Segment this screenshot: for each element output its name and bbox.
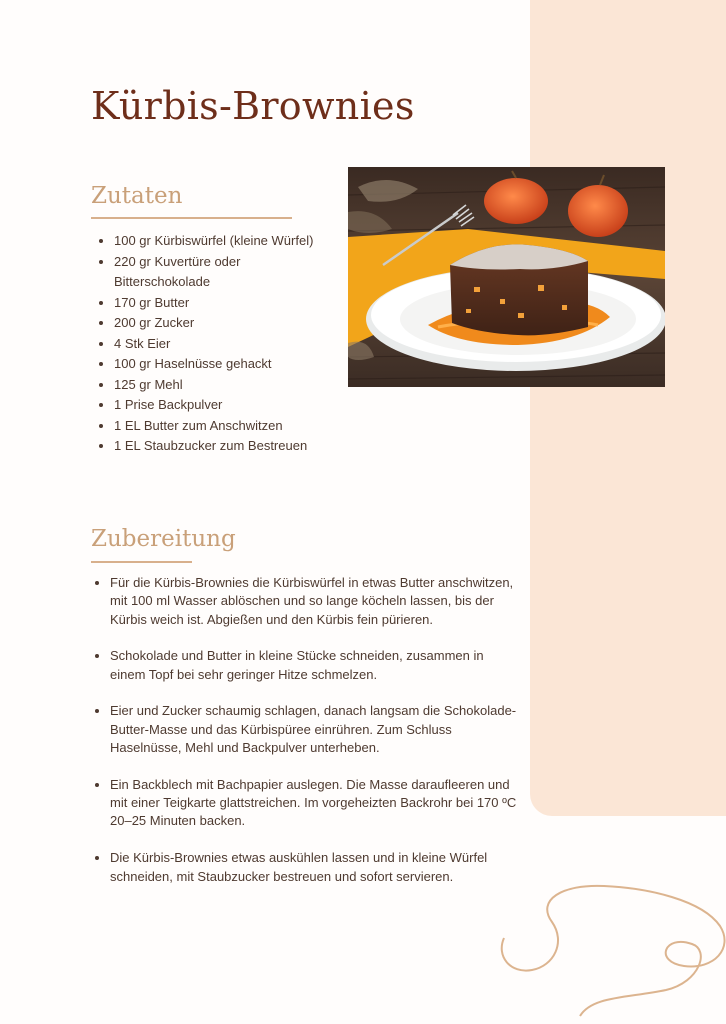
ingredients-list (96, 231, 326, 457)
preparation-step: Schokolade und Butter in kleine Stücke schneiden, zusammen in einem Topf bei sehr geringer Hitze schmelzen. (92, 647, 517, 684)
recipe-title: Kürbis-Brownies (91, 84, 415, 128)
ingredient-item: 1 Prise Backpulver (96, 395, 326, 416)
ingredient-item: 125 gr Mehl (96, 375, 326, 396)
ingredient-item: 1 EL Staubzucker zum Bestreuen (96, 436, 326, 457)
preparation-steps-list (92, 574, 517, 904)
ingredient-item: 100 gr Haselnüsse gehackt (96, 354, 326, 375)
preparation-heading: Zubereitung (91, 526, 236, 552)
preparation-step: Ein Backblech mit Bachpapier auslegen. Die Masse daraufleeren und mit einer Teigkarte glattstreichen. Im vorgeheizten Backrohr bei 170 ºC 20–25 Minuten backen. (92, 776, 517, 831)
ingredients-heading: Zutaten (91, 183, 183, 209)
ingredient-item: 220 gr Kuvertüre oder Bitterschokolade (96, 252, 326, 293)
preparation-heading-underline (91, 561, 192, 563)
brownie-photo (348, 167, 665, 387)
decorative-side-panel (530, 0, 726, 816)
ingredients-heading-underline (91, 217, 292, 219)
preparation-step: Die Kürbis-Brownies etwas auskühlen lassen und in kleine Würfel schneiden, mit Staubzucker bestreuen und sofort servieren. (92, 849, 517, 886)
decorative-swirl-line (496, 878, 726, 1024)
preparation-step: Für die Kürbis-Brownies die Kürbiswürfel in etwas Butter anschwitzen, mit 100 ml Wasser ablöschen und so lange köcheln lassen, bis der Kürbis weich ist. Abgießen und den Kürbis fein pürieren. (92, 574, 517, 629)
ingredient-item: 4 Stk Eier (96, 334, 326, 355)
ingredient-item: 200 gr Zucker (96, 313, 326, 334)
ingredient-item: 170 gr Butter (96, 293, 326, 314)
preparation-step: Eier und Zucker schaumig schlagen, danach langsam die Schokolade-Butter-Masse und das Kürbispüree einrühren. Zum Schluss Haselnüsse, Mehl und Backpulver unterheben. (92, 702, 517, 757)
ingredient-item: 1 EL Butter zum Anschwitzen (96, 416, 326, 437)
ingredient-item: 100 gr Kürbiswürfel (kleine Würfel) (96, 231, 326, 252)
